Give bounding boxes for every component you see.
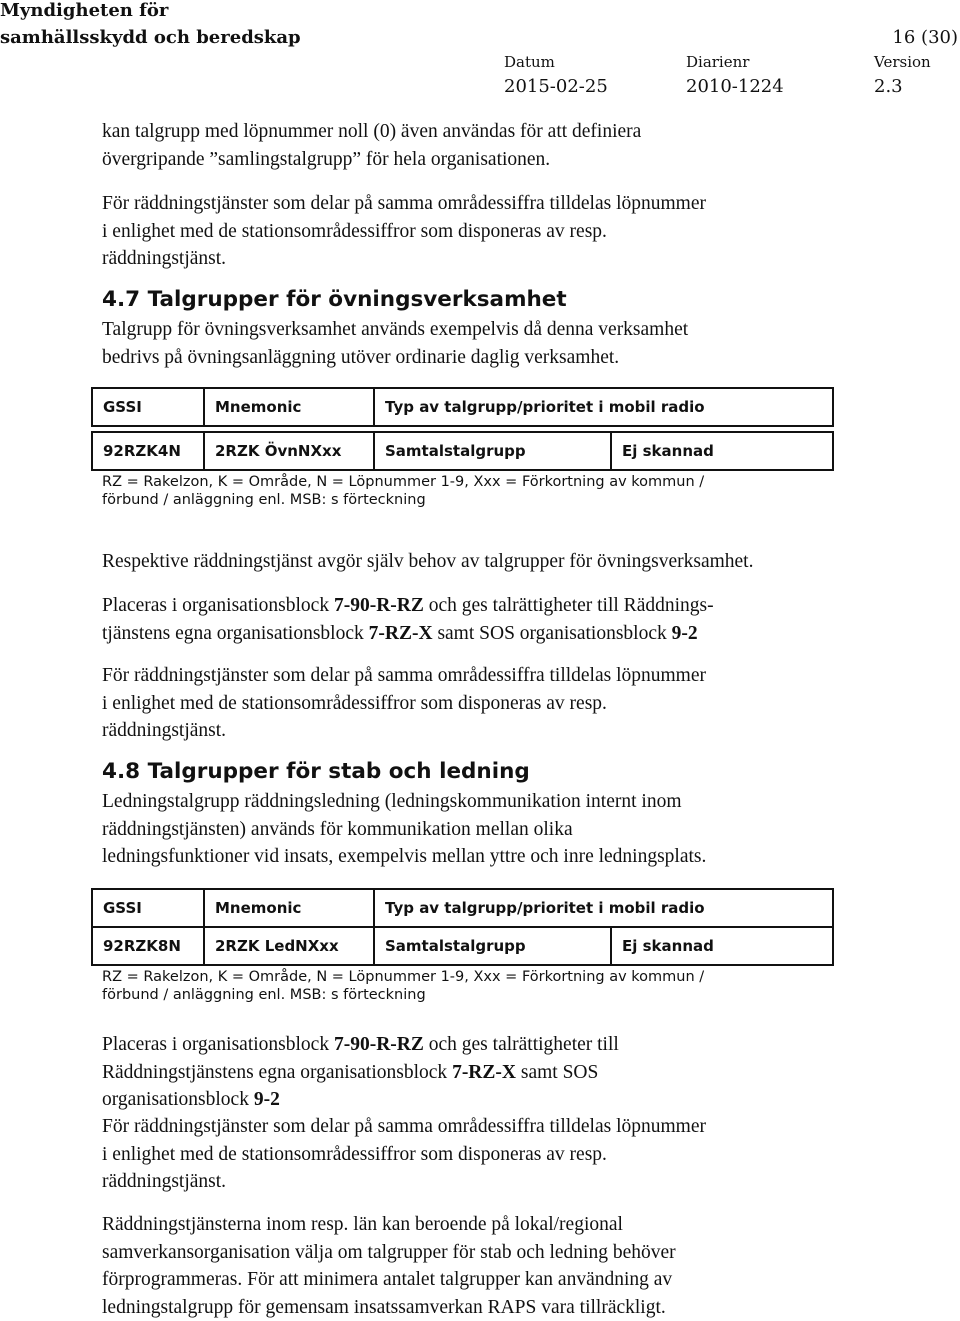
header-mnemonic: Mnemonic [204, 889, 374, 927]
paragraph-shared-area: För räddningstjänster som delar på samma områdessiffra tilldelas löpnummer i enlighet med de stationsområdessiffror som disponeras av resp. räddningstjänst. [102, 193, 706, 269]
section-4-7-intro: Talgrupp för övningsverksamhet används exempelvis då denna verksamhet bedrivs på övningsanläggning utöver ordinarie daglig verksamhet. [102, 319, 689, 368]
table-note: RZ = Rakelzon, K = Område, N = Löpnummer 1-9, Xxx = Förkortning av kommun / förbund / anläggning enl. MSB: s förteckning [102, 969, 705, 1003]
paragraph-shared-area-4-8: För räddningstjänster som delar på samma områdessiffra tilldelas löpnummer i enlighet med de stationsområdessiffror som disponeras av resp. räddningstjänst. [102, 1116, 706, 1192]
cell-gssi: 92RZK8N [92, 927, 204, 965]
cell-mnemonic: 2RZK ÖvnNXxx [204, 432, 374, 470]
paragraph-label-zero: kan talgrupp med löpnummer noll (0) även användas för att definiera övergripande ”samlingstalgrupp” för hela organisationen. [102, 121, 642, 170]
organization-name-line1: Myndigheten för [0, 0, 169, 21]
paragraph-raddningstjansterna: Räddningstjänsterna inom resp. län kan beroende på lokal/regional samverkansorganisation välja om talgrupper för stab och ledning behöver förprogrammeras. För att minimera antalet talgrupper kan användning av ledningstalgrupp för gemensam insatssamverkan RAPS vara tillräckligt. [102, 1214, 676, 1318]
diarienr-label: Diarienr [686, 53, 750, 71]
organization-name-line2: samhällsskydd och beredskap [0, 27, 301, 48]
table-row [92, 432, 833, 470]
header-gssi: GSSI [92, 889, 204, 927]
version-value: 2.3 [874, 76, 903, 97]
date-value: 2015-02-25 [504, 76, 608, 97]
cell-type: Samtalstalgrupp [374, 927, 611, 965]
header-mnemonic: Mnemonic [204, 388, 374, 426]
table-note: RZ = Rakelzon, K = Område, N = Löpnummer 1-9, Xxx = Förkortning av kommun / förbund / anläggning enl. MSB: s förteckning [102, 474, 705, 508]
section-heading-4-7: 4.7 Talgrupper för övningsverksamhet [102, 287, 567, 312]
paragraph-respektive: Respektive räddningstjänst avgör själv behov av talgrupper för övningsverksamhet. [102, 551, 754, 572]
version-label: Version [874, 53, 931, 71]
cell-priority: Ej skannad [611, 927, 833, 965]
talgrupp-table-ovning [91, 387, 834, 509]
cell-mnemonic: 2RZK LedNXxx [204, 927, 374, 965]
paragraph-shared-area-4-7: För räddningstjänster som delar på samma områdessiffra tilldelas löpnummer i enlighet med de stationsområdessiffror som disponeras av resp. räddningstjänst. [102, 665, 706, 741]
header-gssi: GSSI [92, 388, 204, 426]
cell-type: Samtalstalgrupp [374, 432, 611, 470]
header-type: Typ av talgrupp/prioritet i mobil radio [374, 889, 833, 927]
diarienr-value: 2010-1224 [686, 76, 784, 97]
table-row [92, 927, 833, 965]
cell-gssi: 92RZK4N [92, 432, 204, 470]
section-4-8-intro: Ledningstalgrupp räddningsledning (ledningskommunikation internt inom räddningstjänsten) används för kommunikation mellan olika ledningsfunktioner vid insats, exempelvis mellan yttre och inre ledningsplats. [102, 791, 707, 867]
section-heading-4-8: 4.8 Talgrupper för stab och ledning [102, 759, 530, 784]
page-number: 16 (30) [892, 27, 958, 48]
talgrupp-table-ledning [91, 888, 834, 1004]
cell-priority: Ej skannad [611, 432, 833, 470]
table-header-row [92, 889, 833, 927]
header-type: Typ av talgrupp/prioritet i mobil radio [374, 388, 833, 426]
table-header-row [92, 388, 833, 426]
date-label: Datum [504, 53, 555, 71]
paragraph-placeras-4-8: Placeras i organisationsblock 7-90-R-RZ och ges talrättigheter till Räddningstjänstens egna organisationsblock 7-RZ-X samt SOS organisationsblock 9-2 [102, 1034, 619, 1110]
paragraph-placeras-4-7: Placeras i organisationsblock 7-90-R-RZ och ges talrättigheter till Räddnings- tjänstens egna organisationsblock 7-RZ-X samt SOS organisationsblock 9-2 [102, 595, 714, 644]
